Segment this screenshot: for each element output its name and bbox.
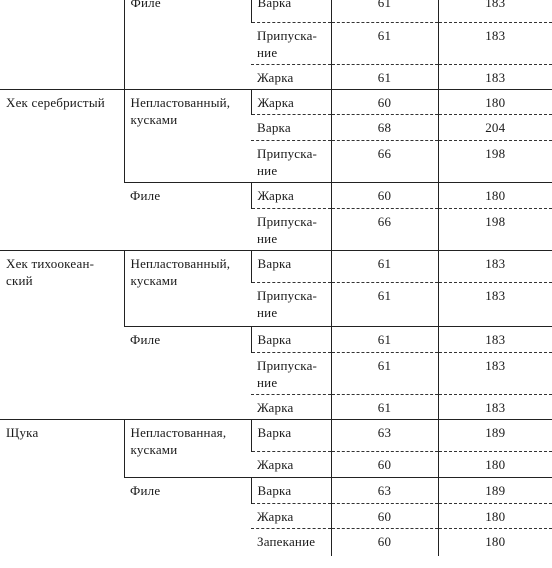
method-cell: Жарка [251, 182, 331, 208]
value-2-cell: 204 [438, 114, 552, 140]
method-cell: Варка [251, 477, 331, 503]
method-cell: Варка [251, 250, 331, 282]
value-1-cell: 60 [331, 182, 438, 208]
value-2-cell: 198 [438, 208, 552, 250]
value-1-cell: 61 [331, 22, 438, 64]
value-1-cell: 66 [331, 140, 438, 182]
method-cell: Припуска- ние [251, 282, 331, 326]
value-2-cell: 183 [438, 282, 552, 326]
value-1-cell: 68 [331, 114, 438, 140]
method-cell: Припуска- ние [251, 22, 331, 64]
cut-cell: Филе [124, 326, 251, 419]
value-2-cell: 180 [438, 89, 552, 114]
value-2-cell: 183 [438, 64, 552, 89]
value-1-cell: 61 [331, 64, 438, 89]
value-2-cell: 183 [438, 250, 552, 282]
value-2-cell: 189 [438, 419, 552, 451]
value-1-cell: 61 [331, 394, 438, 419]
value-2-cell: 183 [438, 394, 552, 419]
value-2-cell: 183 [438, 352, 552, 394]
value-2-cell: 183 [438, 0, 552, 22]
method-cell: Варка [251, 0, 331, 22]
value-1-cell: 61 [331, 0, 438, 22]
value-2-cell: 198 [438, 140, 552, 182]
value-2-cell: 183 [438, 326, 552, 352]
fish-cell [0, 0, 124, 89]
method-cell: Варка [251, 114, 331, 140]
method-cell: Жарка [251, 89, 331, 114]
value-1-cell: 60 [331, 451, 438, 477]
method-cell: Запекание [257, 533, 316, 549]
value-1-cell: 63 [331, 419, 438, 451]
method-cell: Жарка [251, 64, 331, 89]
method-cell: Варка [251, 419, 331, 451]
cut-cell: Филе [124, 182, 251, 250]
value-1-cell: 60 [331, 503, 438, 528]
method-cell: Жарка [251, 451, 331, 477]
cut-cell: Непластованная, кусками [124, 419, 251, 477]
value-1-cell: 60 [331, 528, 438, 556]
value-1-cell: 61 [331, 352, 438, 394]
method-cell: Припуска- ние [251, 352, 331, 394]
value-2-cell: 180 [438, 182, 552, 208]
value-1-cell: 63 [331, 477, 438, 503]
method-cell: Жарка [251, 503, 331, 528]
value-1-cell: 66 [331, 208, 438, 250]
fish-cell: Хек тихоокеан- ский [0, 250, 124, 419]
value-1-cell: 61 [331, 250, 438, 282]
cut-cell: Филе [124, 0, 251, 89]
value-2-cell: 180 [438, 503, 552, 528]
method-cell: Варка [251, 326, 331, 352]
method-cell: Припуска- ние [251, 140, 331, 182]
value-2-cell: 189 [438, 477, 552, 503]
fish-cell: Щука [6, 424, 39, 440]
fish-cell: Хек серебристый [0, 89, 124, 250]
value-1-cell: 61 [331, 282, 438, 326]
cut-cell: Филе [130, 482, 161, 498]
value-2-cell: 183 [438, 22, 552, 64]
value-1-cell: 60 [331, 89, 438, 114]
value-1-cell: 61 [331, 326, 438, 352]
cut-cell: Непластованный, кусками [124, 89, 251, 182]
method-cell: Жарка [251, 394, 331, 419]
cut-cell: Непластованный, кусками [124, 250, 251, 326]
method-cell: Припуска- ние [251, 208, 331, 250]
value-2-cell: 180 [438, 451, 552, 477]
value-2-cell: 180 [438, 528, 552, 556]
